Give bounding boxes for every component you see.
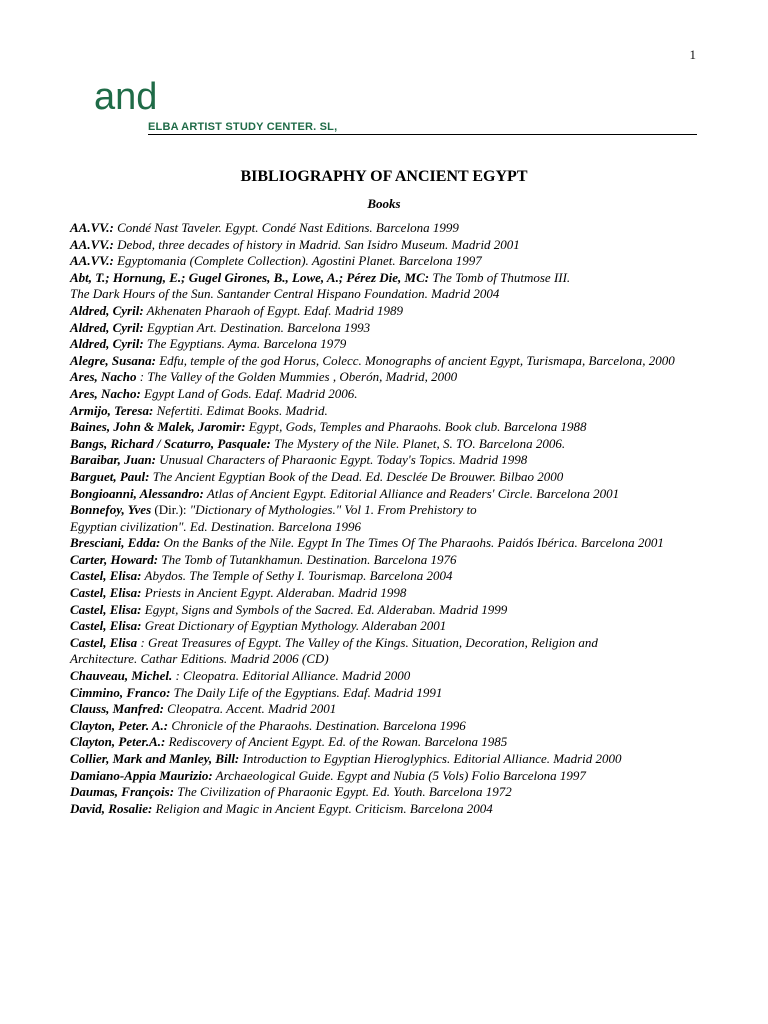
bibliography-entry [70,220,697,237]
entry-text: Priests in Ancient Egypt. Alderaban. Madrid 1998 [141,585,407,601]
entry-text: Nefertiti. Edimat Books. Madrid. [153,402,328,418]
entry-author: Baines, John & Malek, Jaromir: [70,419,246,435]
entry-text: The Ancient Egyptian Book of the Dead. Ed. Desclée De Brouwer. Bilbao 2000 [149,468,564,484]
entry-author: AA.VV.: [70,236,114,252]
bibliography-entry [70,685,697,702]
page-number: 1 [689,47,696,62]
bibliography-entry [70,253,697,270]
entry-author: Daumas, François: [70,784,175,800]
entry-text-continued: Egyptian civilization". Ed. Destination. Barcelona 1996 [70,518,361,534]
entry-text: Introduction to Egyptian Hieroglyphics. Editorial Alliance. Madrid 2000 [239,751,622,766]
entry-author: Armijo, Teresa: [70,402,154,418]
bibliography-entry [70,403,697,420]
bibliography-entry [70,768,697,785]
entry-author: Castel, Elisa: [70,601,142,617]
bibliography-entry [70,353,697,370]
bibliography-entry [70,502,697,535]
entry-text: : The Valley of the Golden Mummies , Oberón, Madrid, 2000 [136,369,458,385]
entry-author: Ares, Nacho: [70,385,141,401]
entry-text: Debod, three decades of history in Madrid. San Isidro Museum. Madrid 2001 [113,236,520,252]
bibliography-entry [70,320,697,337]
entry-author: Castel, Elisa [70,634,138,650]
bibliography-entry [70,486,697,503]
entry-text: The Tomb of Thutmose III. [429,269,571,285]
bibliography-entry [70,734,697,751]
bibliography-entry [70,469,697,486]
entry-text: Rediscovery of Ancient Egypt. Ed. of the Rowan. Barcelona 1985 [165,734,508,750]
entry-author: Cimmino, Franco: [70,684,171,700]
bibliography-entry [70,701,697,718]
entry-text: Akhenaten Pharaoh of Egypt. Edaf. Madrid 1989 [143,302,404,318]
entry-text: Cleopatra. Accent. Madrid 2001 [163,701,337,717]
entry-author: Carter, Howard: [70,551,159,567]
entry-author: Aldred, Cyril: [70,319,144,335]
entry-text-continued: The Dark Hours of the Sun. Santander Central Hispano Foundation. Madrid 2004 [70,286,500,302]
bibliography-entry [70,270,697,303]
entry-text: Great Dictionary of Egyptian Mythology. Alderaban 2001 [141,618,447,634]
entry-author: Alegre, Susana: [70,352,156,368]
entry-author: Bonnefoy, Yves [70,502,152,518]
entry-author: AA.VV.: [70,220,114,235]
bibliography-entry [70,668,697,685]
entry-text: Chronicle of the Pharaohs. Destination. Barcelona 1996 [168,717,466,733]
entry-text: The Daily Life of the Egyptians. Edaf. Madrid 1991 [170,684,443,700]
bibliography-entry [70,237,697,254]
entry-author: Clauss, Manfred: [70,701,164,717]
entry-author: Clayton, Peter. A.: [70,717,169,733]
entry-text: Abydos. The Temple of Sethy I. Tourismap. Barcelona 2004 [141,568,453,584]
entry-text: Archaeological Guide. Egypt and Nubia (5 Vols) Folio Barcelona 1997 [212,767,586,783]
bibliography-entry [70,784,697,801]
entry-author: Bangs, Richard / Scaturro, Pasquale: [70,435,271,451]
entry-text: Egypt, Gods, Temples and Pharaohs. Book club. Barcelona 1988 [245,419,587,435]
bibliography-entry [70,336,697,353]
logo-word: and [94,76,158,118]
bibliography-entry [70,552,697,569]
entry-author: Abt, T.; Hornung, E.; Gugel Girones, B., Lowe, A.; Pérez Die, MC: [70,269,430,285]
section-title: Books [367,196,401,211]
entry-text: Edfu, temple of the god Horus, Colecc. Monographs of ancient Egypt, Turismapa, Barcelona, 2000 [155,352,675,368]
entry-author: Castel, Elisa: [70,568,142,584]
entry-text: Egyptian Art. Destination. Barcelona 1993 [143,319,371,335]
bibliography-entry [70,602,697,619]
entry-author: Aldred, Cyril: [70,302,144,318]
entry-text: "Dictionary of Mythologies." Vol 1. From Prehistory to [186,502,477,518]
entry-author: Barguet, Paul: [70,468,150,484]
bibliography-entry [70,751,697,768]
entry-author: Castel, Elisa: [70,585,142,601]
entry-author: Chauveau, Michel. [70,668,173,684]
document-title: BIBLIOGRAPHY OF ANCIENT EGYPT [240,168,528,185]
entry-note: (Dir.): [151,502,187,518]
bibliography-entry [70,436,697,453]
entry-text: Unusual Characters of Pharaonic Egypt. Today's Topics. Madrid 1998 [155,452,528,468]
entry-author: David, Rosalie: [70,800,153,816]
entry-text: The Egyptians. Ayma. Barcelona 1979 [143,336,347,352]
entry-author: Damiano-Appia Maurizio: [70,767,213,783]
entry-text: Condé Nast Taveler. Egypt. Condé Nast Editions. Barcelona 1999 [113,220,459,235]
entry-text: The Tomb of Tutankhamun. Destination. Barcelona 1976 [158,551,457,567]
bibliography-entry [70,535,697,552]
entry-author: Clayton, Peter.A.: [70,734,166,750]
bibliography-entry [70,568,697,585]
organization-name: ELBA ARTIST STUDY CENTER. SL, [148,121,697,135]
bibliography-entry [70,718,697,735]
entry-text: : Great Treasures of Egypt. The Valley of the Kings. Situation, Decoration, Religion and [137,634,598,650]
bibliography-entry [70,369,697,386]
entry-text: Egyptomania (Complete Collection). Agostini Planet. Barcelona 1997 [113,253,482,269]
entry-text: Egypt, Signs and Symbols of the Sacred. Ed. Alderaban. Madrid 1999 [141,601,508,617]
bibliography-entry [70,303,697,320]
entry-text: On the Banks of the Nile. Egypt In The Times Of The Pharaohs. Paidós Ibérica. Barcelona 2001 [160,535,664,551]
entry-author: Baraibar, Juan: [70,452,156,468]
bibliography-entry [70,801,697,818]
entry-author: Ares, Nacho [70,369,137,385]
bibliography-entry [70,585,697,602]
bibliography-entry [70,635,697,668]
entry-author: Collier, Mark and Manley, Bill: [70,751,240,766]
entry-text: Egypt Land of Gods. Edaf. Madrid 2006. [140,385,358,401]
entry-text: Atlas of Ancient Egypt. Editorial Alliance and Readers' Circle. Barcelona 2001 [203,485,620,501]
bibliography-entry [70,452,697,469]
bibliography-entry [70,386,697,403]
entry-author: Aldred, Cyril: [70,336,144,352]
entry-author: Castel, Elisa: [70,618,142,634]
bibliography-entry [70,618,697,635]
entry-author: AA.VV.: [70,253,114,269]
entry-text: The Civilization of Pharaonic Egypt. Ed. Youth. Barcelona 1972 [174,784,512,800]
entry-author: Bresciani, Edda: [70,535,161,551]
entry-text: Religion and Magic in Ancient Egypt. Criticism. Barcelona 2004 [152,800,493,816]
entry-text: The Mystery of the Nile. Planet, S. TO. Barcelona 2006. [270,435,566,451]
entry-author: Bongioanni, Alessandro: [70,485,204,501]
bibliography-entry [70,419,697,436]
bibliography-list [70,220,697,817]
entry-text-continued: Architecture. Cathar Editions. Madrid 2006 (CD) [70,651,329,667]
entry-text: : Cleopatra. Editorial Alliance. Madrid 2000 [172,668,411,684]
